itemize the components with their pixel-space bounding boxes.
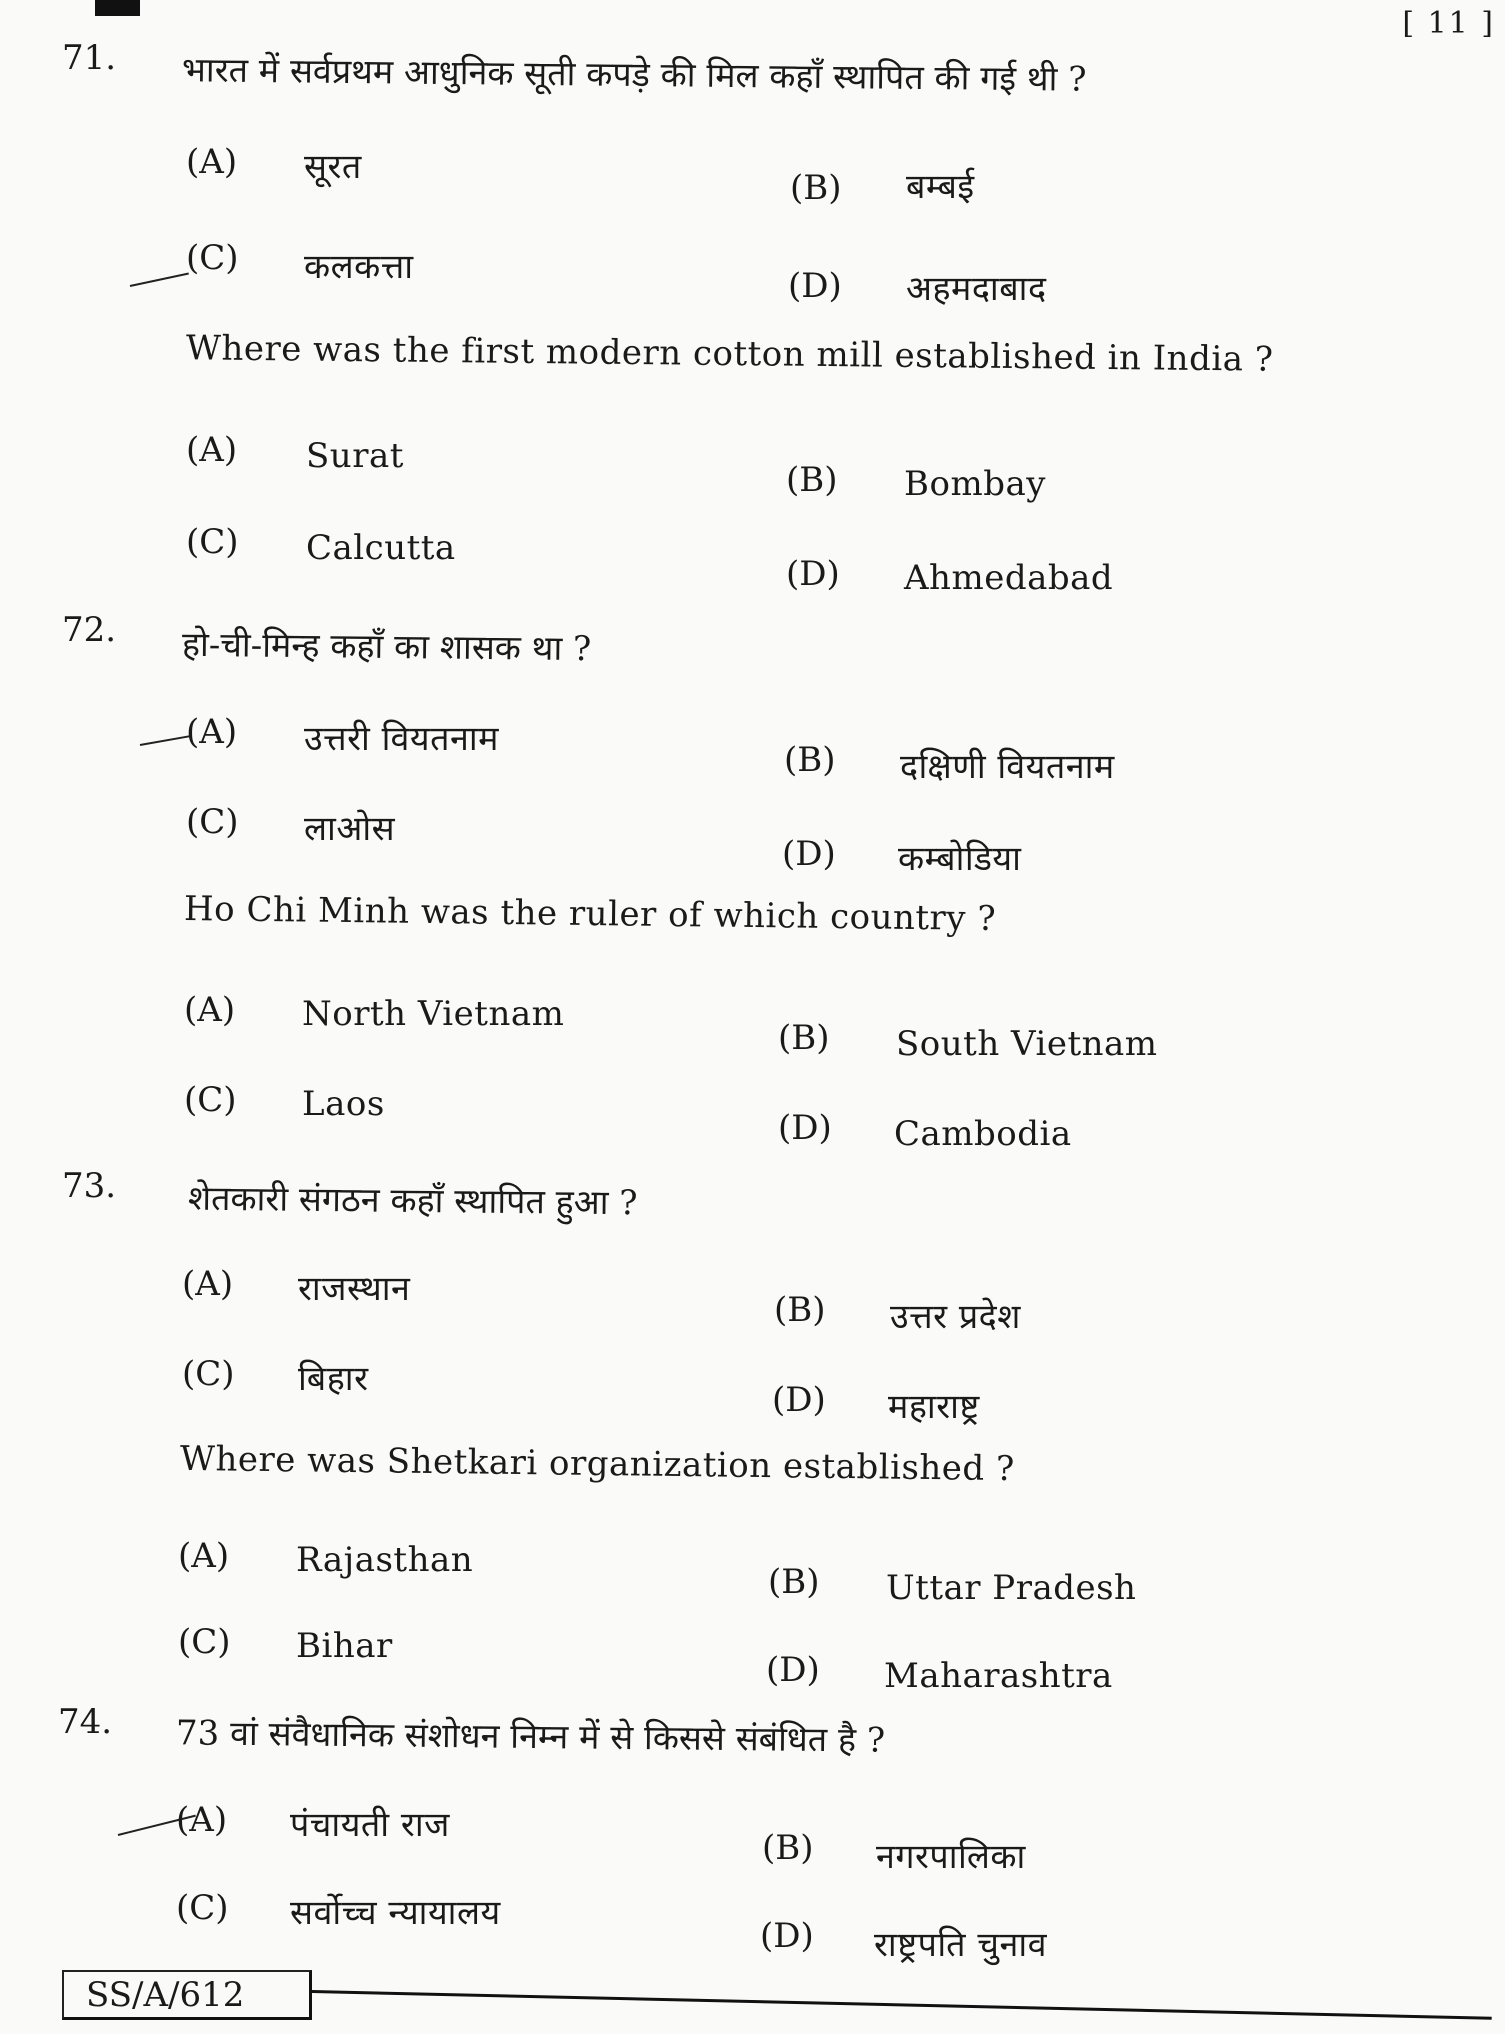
option-text: नगरपालिका [876, 1837, 1026, 1877]
option-label: (C) [182, 1354, 235, 1394]
option-text: Maharashtra [884, 1656, 1113, 1696]
option-text: Cambodia [894, 1114, 1072, 1154]
option-text: राष्ट्रपति चुनाव [874, 1925, 1048, 1965]
option-text: महाराष्ट्र [888, 1387, 980, 1427]
question-text-hindi: भारत में सर्वप्रथम आधुनिक सूती कपड़े की मिल कहाँ स्थापित की गई थी ? [181, 50, 1087, 100]
option-text: बम्बई [906, 167, 975, 207]
option-text: Calcutta [306, 528, 456, 568]
question-number: 71. [62, 38, 117, 78]
question-text-hindi: हो-ची-मिन्ह कहाँ का शासक था ? [181, 624, 592, 670]
option-label: (B) [768, 1562, 820, 1602]
option-text: कम्बोडिया [898, 839, 1022, 879]
option-text: South Vietnam [896, 1024, 1158, 1064]
option-text: Uttar Pradesh [886, 1568, 1137, 1608]
option-text: सूरत [304, 147, 362, 187]
option-text: लाओस [304, 809, 396, 849]
question-number: 72. [62, 610, 117, 650]
option-label: (A) [186, 430, 238, 470]
option-label: (D) [788, 266, 842, 306]
option-label: (A) [186, 142, 238, 182]
option-label: (D) [772, 1380, 826, 1420]
footer-rule [312, 1990, 1492, 2020]
question-number: 74. [58, 1702, 113, 1742]
question-text-hindi: शेतकारी संगठन कहाँ स्थापित हुआ ? [187, 1178, 638, 1224]
option-label: (B) [762, 1828, 814, 1868]
option-label: (C) [186, 522, 239, 562]
option-label: (B) [774, 1290, 826, 1330]
question-text-english: Where was the first modern cotton mill established in India ? [185, 328, 1274, 380]
answer-tick-mark [140, 735, 190, 746]
option-text: कलकत्ता [304, 247, 414, 287]
answer-tick-mark [130, 273, 189, 287]
option-label: (C) [176, 1888, 229, 1928]
option-text: Rajasthan [296, 1540, 474, 1580]
option-label: (B) [790, 168, 842, 208]
paper-code: SS/A/612 [62, 1970, 312, 2020]
question-number: 73. [62, 1166, 117, 1206]
option-text: सर्वोच्च न्यायालय [290, 1893, 501, 1933]
option-text: राजस्थान [298, 1269, 411, 1309]
option-text: उत्तर प्रदेश [890, 1297, 1021, 1337]
option-text: दक्षिणी वियतनाम [900, 747, 1115, 787]
option-label: (C) [186, 802, 239, 842]
option-label: (B) [784, 740, 836, 780]
option-label: (C) [178, 1622, 231, 1662]
corner-registration-mark [95, 0, 140, 16]
option-text: Ahmedabad [904, 558, 1114, 598]
option-text: Bombay [904, 464, 1046, 504]
option-label: (A) [186, 712, 238, 752]
option-label: (B) [778, 1018, 830, 1058]
option-label: (D) [782, 834, 836, 874]
option-text: अहमदाबाद [906, 269, 1047, 309]
option-label: (B) [786, 460, 838, 500]
option-label: (D) [760, 1916, 814, 1956]
option-text: पंचायती राज [290, 1805, 450, 1845]
option-label: (D) [786, 554, 840, 594]
option-text: Laos [302, 1084, 385, 1124]
option-label: (A) [178, 1536, 230, 1576]
option-text: बिहार [298, 1359, 369, 1399]
question-text-english: Where was Shetkari organization established ? [179, 1438, 1015, 1490]
page-number: [ 11 ] [1402, 6, 1495, 41]
option-label: (A) [184, 990, 236, 1030]
option-text: North Vietnam [302, 994, 565, 1034]
option-label: (C) [184, 1080, 237, 1120]
question-text-hindi: 73 वां संवैधानिक संशोधन निम्न में से किससे संबंधित है ? [175, 1713, 886, 1761]
question-text-english: Ho Chi Minh was the ruler of which country ? [183, 889, 997, 939]
option-text: Surat [306, 436, 404, 476]
option-label: (C) [186, 238, 239, 278]
option-text: उत्तरी वियतनाम [304, 719, 499, 759]
option-label: (D) [766, 1650, 820, 1690]
option-text: Bihar [296, 1626, 393, 1666]
option-label: (A) [182, 1264, 234, 1304]
option-label: (A) [176, 1800, 228, 1840]
option-label: (D) [778, 1108, 832, 1148]
